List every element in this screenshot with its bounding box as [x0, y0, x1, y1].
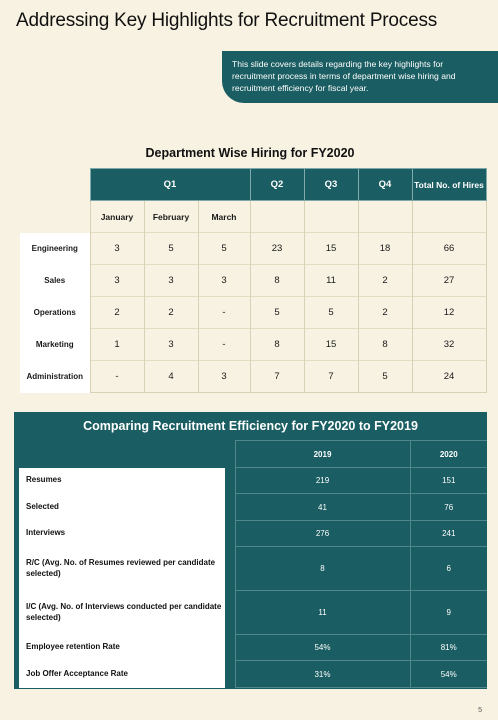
- cell-total: 12: [412, 297, 486, 329]
- metric-label: R/C (Avg. No. of Resumes reviewed per candidate selected): [19, 547, 225, 591]
- cell-mar: 3: [198, 265, 250, 297]
- cell-jan: 3: [90, 265, 144, 297]
- page-title: Addressing Key Highlights for Recruitment Process: [16, 10, 438, 31]
- department-label: Operations: [20, 297, 90, 329]
- table-row: [19, 591, 487, 635]
- value-2019: 11: [235, 591, 410, 635]
- value-2019: 41: [235, 494, 410, 521]
- cell-q3: 15: [304, 233, 358, 265]
- cell-feb: 5: [144, 233, 198, 265]
- cell-feb: 4: [144, 361, 198, 393]
- hiring-header-row: [20, 169, 486, 201]
- cell-feb: 3: [144, 265, 198, 297]
- page-number: 5: [478, 707, 482, 714]
- cell-jan: 3: [90, 233, 144, 265]
- table-row: [20, 297, 486, 329]
- table-row: [20, 265, 486, 297]
- metric-label: I/C (Avg. No. of Interviews conducted per candidate selected): [19, 591, 225, 635]
- value-2019: 276: [235, 521, 410, 547]
- value-2019: 54%: [235, 635, 410, 661]
- header-q2: Q2: [250, 169, 304, 201]
- metric-label: Job Offer Acceptance Rate: [19, 661, 225, 688]
- header-q3: Q3: [304, 169, 358, 201]
- cell-q3: 11: [304, 265, 358, 297]
- value-2019: 31%: [235, 661, 410, 688]
- table-row: [19, 635, 487, 661]
- table-row: [20, 233, 486, 265]
- cell-q3: 7: [304, 361, 358, 393]
- cell-q2: 8: [250, 329, 304, 361]
- efficiency-table: [19, 440, 487, 688]
- hiring-table: [20, 168, 487, 393]
- metric-label: Selected: [19, 494, 225, 521]
- table-row: [19, 547, 487, 591]
- cell-mar: 3: [198, 361, 250, 393]
- value-2020: 81%: [410, 635, 487, 661]
- value-2020: 6: [410, 547, 487, 591]
- cell-q2: 23: [250, 233, 304, 265]
- department-label: Marketing: [20, 329, 90, 361]
- metric-label: Interviews: [19, 521, 225, 547]
- cell-q4: 8: [358, 329, 412, 361]
- department-label: Administration: [20, 361, 90, 393]
- cell-q4: 2: [358, 265, 412, 297]
- cell-total: 24: [412, 361, 486, 393]
- cell-q4: 18: [358, 233, 412, 265]
- table-row: [19, 494, 487, 521]
- cell-q3: 15: [304, 329, 358, 361]
- cell-jan: 1: [90, 329, 144, 361]
- month-february: February: [144, 201, 198, 233]
- header-total: Total No. of Hires: [412, 169, 486, 201]
- metric-label: Resumes: [19, 468, 225, 494]
- value-2019: 8: [235, 547, 410, 591]
- cell-total: 27: [412, 265, 486, 297]
- cell-mar: -: [198, 329, 250, 361]
- month-march: March: [198, 201, 250, 233]
- header-q4: Q4: [358, 169, 412, 201]
- header-q1: Q1: [90, 169, 250, 201]
- value-2020: 9: [410, 591, 487, 635]
- cell-feb: 2: [144, 297, 198, 329]
- table-row: [20, 329, 486, 361]
- efficiency-panel: [14, 412, 487, 689]
- table-row: [19, 661, 487, 688]
- cell-total: 66: [412, 233, 486, 265]
- table-row: [20, 361, 486, 393]
- efficiency-header-row: [19, 441, 487, 468]
- month-january: January: [90, 201, 144, 233]
- cell-q3: 5: [304, 297, 358, 329]
- cell-q2: 7: [250, 361, 304, 393]
- cell-mar: 5: [198, 233, 250, 265]
- value-2020: 54%: [410, 661, 487, 688]
- hiring-table-title: Department Wise Hiring for FY2020: [145, 146, 355, 160]
- header-2019: 2019: [235, 441, 410, 468]
- department-label: Engineering: [20, 233, 90, 265]
- value-2020: 151: [410, 468, 487, 494]
- cell-q2: 5: [250, 297, 304, 329]
- cell-total: 32: [412, 329, 486, 361]
- cell-q4: 2: [358, 297, 412, 329]
- hiring-month-row: [20, 201, 486, 233]
- efficiency-title: Comparing Recruitment Efficiency for FY2020 to FY2019: [83, 419, 418, 433]
- value-2020: 241: [410, 521, 487, 547]
- table-row: [19, 468, 487, 494]
- cell-jan: 2: [90, 297, 144, 329]
- metric-label: Employee retention Rate: [19, 635, 225, 661]
- value-2019: 219: [235, 468, 410, 494]
- table-row: [19, 521, 487, 547]
- cell-q2: 8: [250, 265, 304, 297]
- department-label: Sales: [20, 265, 90, 297]
- cell-mar: -: [198, 297, 250, 329]
- slide-description: This slide covers details regarding the key highlights for recruitment process in terms of department wise hiring and recruitment efficiency for fiscal year.: [222, 51, 498, 103]
- cell-feb: 3: [144, 329, 198, 361]
- cell-q4: 5: [358, 361, 412, 393]
- cell-jan: -: [90, 361, 144, 393]
- header-2020: 2020: [410, 441, 487, 468]
- value-2020: 76: [410, 494, 487, 521]
